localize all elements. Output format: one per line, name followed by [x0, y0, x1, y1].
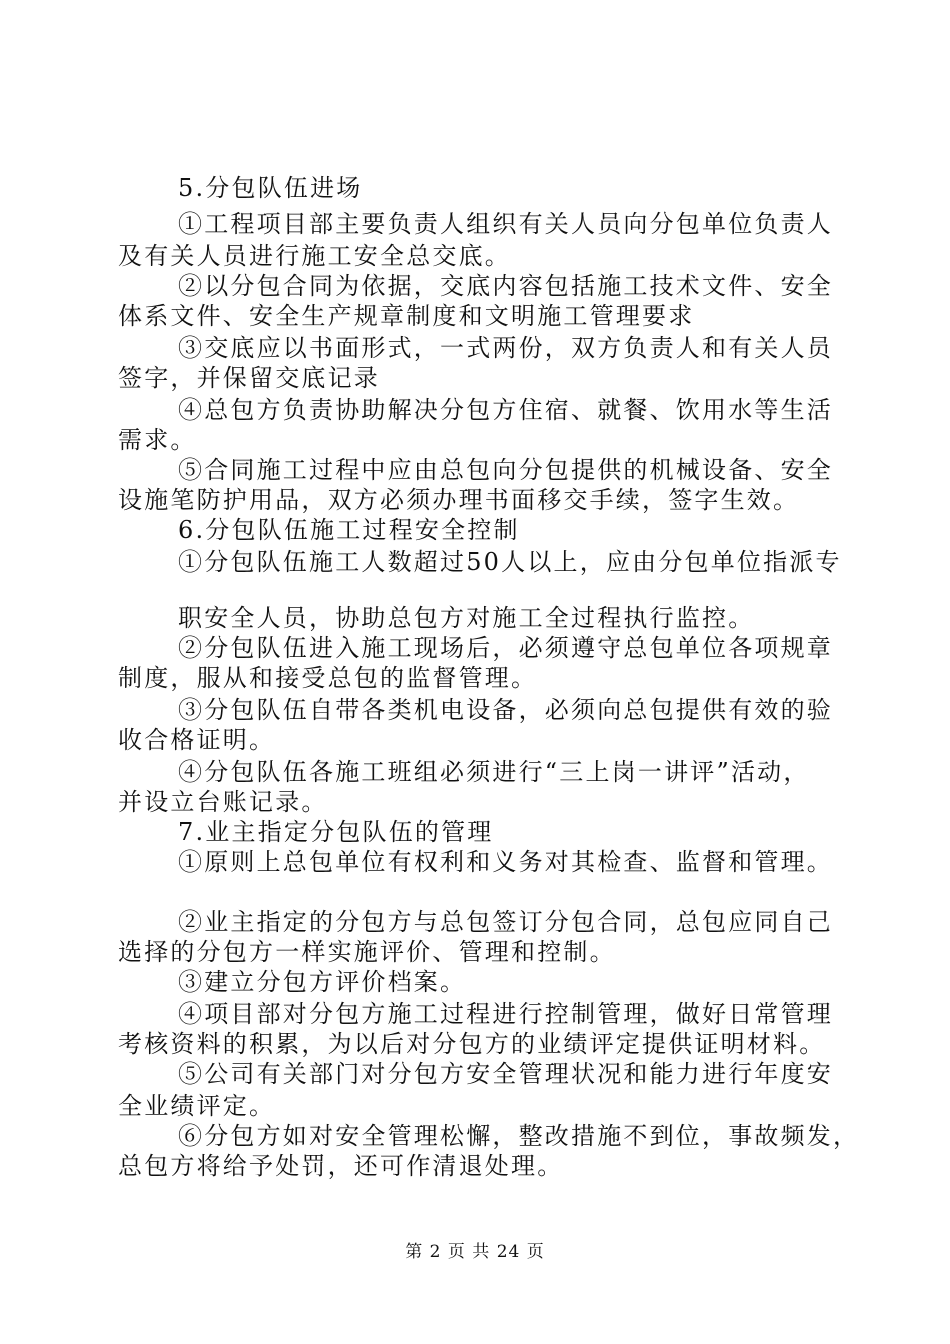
page-footer: 第 2 页 共 24 页: [405, 1242, 545, 1262]
paragraph-line: ①工程项目部主要负责人组织有关人员向分包单位负责人: [178, 210, 833, 238]
paragraph-line: ⑥分包方如对安全管理松懈，整改措施不到位，事故频发，: [178, 1122, 860, 1150]
paragraph-line: 体系文件、安全生产规章制度和文明施工管理要求: [118, 302, 695, 330]
section-heading-6: 6.分包队伍施工过程安全控制: [178, 516, 520, 544]
paragraph-line: 收合格证明。: [118, 726, 276, 754]
paragraph-line: ②业主指定的分包方与总包签订分包合同，总包应同自己: [178, 908, 833, 936]
paragraph-line: ④分包队伍各施工班组必须进行“三上岗一讲评”活动，: [178, 758, 810, 786]
paragraph-line: ④总包方负责协助解决分包方住宿、就餐、饮用水等生活: [178, 396, 833, 424]
paragraph-line: 制度，服从和接受总包的监督管理。: [118, 664, 538, 692]
paragraph-line: 选择的分包方一样实施评价、管理和控制。: [118, 938, 616, 966]
paragraph-line: 并设立台账记录。: [118, 788, 328, 816]
paragraph-line: 签字，并保留交底记录: [118, 364, 380, 392]
paragraph-line: 全业绩评定。: [118, 1092, 276, 1120]
paragraph-line: ②分包队伍进入施工现场后，必须遵守总包单位各项规章: [178, 634, 833, 662]
paragraph-line: 考核资料的积累，为以后对分包方的业绩评定提供证明材料。: [118, 1030, 826, 1058]
paragraph-line: 设施笔防护用品，双方必须办理书面移交手续，签字生效。: [118, 486, 800, 514]
paragraph-line: ①原则上总包单位有权利和义务对其检查、监督和管理。: [178, 848, 833, 876]
paragraph-line: ②以分包合同为依据，交底内容包括施工技术文件、安全: [178, 272, 833, 300]
paragraph-line: ①分包队伍施工人数超过50人以上，应由分包单位指派专: [178, 548, 842, 576]
section-heading-5: 5.分包队伍进场: [178, 174, 363, 202]
paragraph-line: 需求。: [118, 426, 197, 454]
paragraph-line: ③建立分包方评价档案。: [178, 968, 467, 996]
paragraph-line: ⑤公司有关部门对分包方安全管理状况和能力进行年度安: [178, 1060, 833, 1088]
paragraph-line: 职安全人员，协助总包方对施工全过程执行监控。: [178, 604, 755, 632]
section-heading-7: 7.业主指定分包队伍的管理: [178, 818, 494, 846]
paragraph-line: ④项目部对分包方施工过程进行控制管理，做好日常管理: [178, 1000, 833, 1028]
paragraph-line: ③交底应以书面形式，一式两份，双方负责人和有关人员: [178, 334, 833, 362]
paragraph-line: ⑤合同施工过程中应由总包向分包提供的机械设备、安全: [178, 456, 833, 484]
paragraph-line: ③分包队伍自带各类机电设备，必须向总包提供有效的验: [178, 696, 833, 724]
paragraph-line: 及有关人员进行施工安全总交底。: [118, 242, 511, 270]
paragraph-line: 总包方将给予处罚，还可作清退处理。: [118, 1152, 564, 1180]
